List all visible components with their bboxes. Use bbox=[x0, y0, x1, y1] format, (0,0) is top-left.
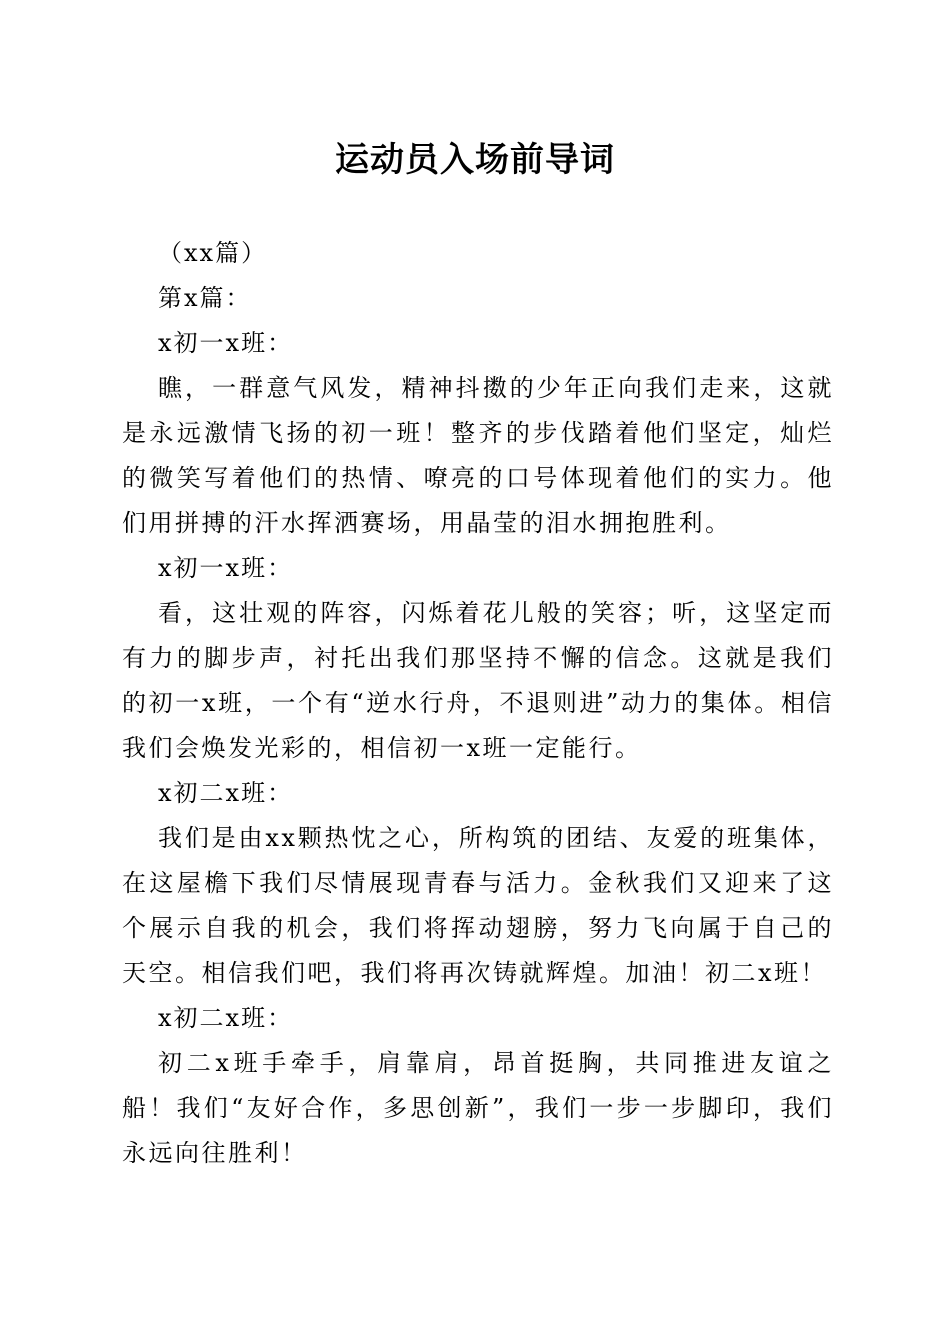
body-paragraph: 瞧，一群意气风发，精神抖擞的少年正向我们走来，这就是永远激情飞扬的初一班！整齐的步伐踏着他们坚定，灿烂的微笑写着他们的热情、嘹亮的口号体现着他们的实力。他们用拼搏的汗水挥洒赛场，用晶莹的泪水拥抱胜利。 bbox=[122, 374, 834, 537]
body-paragraph: 我们是由xx颗热忱之心，所构筑的团结、友爱的班集体，在这屋檐下我们尽情展现青春与活力。金秋我们又迎来了这个展示自我的机会，我们将挥动翅膀，努力飞向属于自己的天空。相信我们吧，我们将再次铸就辉煌。加油！初二x班！ bbox=[122, 824, 834, 987]
class-heading: x初一x班： bbox=[158, 554, 294, 582]
class-heading: x初二x班： bbox=[158, 779, 294, 807]
body-paragraph: 初二x班手牵手，肩靠肩，昂首挺胸，共同推进友谊之船！我们“友好合作，多思创新”，我们一步一步脚印，我们永远向往胜利！ bbox=[122, 1049, 834, 1167]
section-note: （xx篇） bbox=[158, 239, 268, 267]
document-title: 运动员入场前导词 bbox=[335, 140, 615, 180]
document-body bbox=[122, 231, 834, 1176]
chapter-heading: 第x篇： bbox=[158, 284, 252, 312]
class-heading: x初二x班： bbox=[158, 1004, 294, 1032]
class-heading: x初一x班： bbox=[158, 329, 294, 357]
body-paragraph: 看，这壮观的阵容，闪烁着花儿般的笑容；听，这坚定而有力的脚步声，衬托出我们那坚持不懈的信念。这就是我们的初一x班，一个有“逆水行舟，不退则进”动力的集体。相信我们会焕发光彩的，相信初一x班一定能行。 bbox=[122, 599, 834, 762]
